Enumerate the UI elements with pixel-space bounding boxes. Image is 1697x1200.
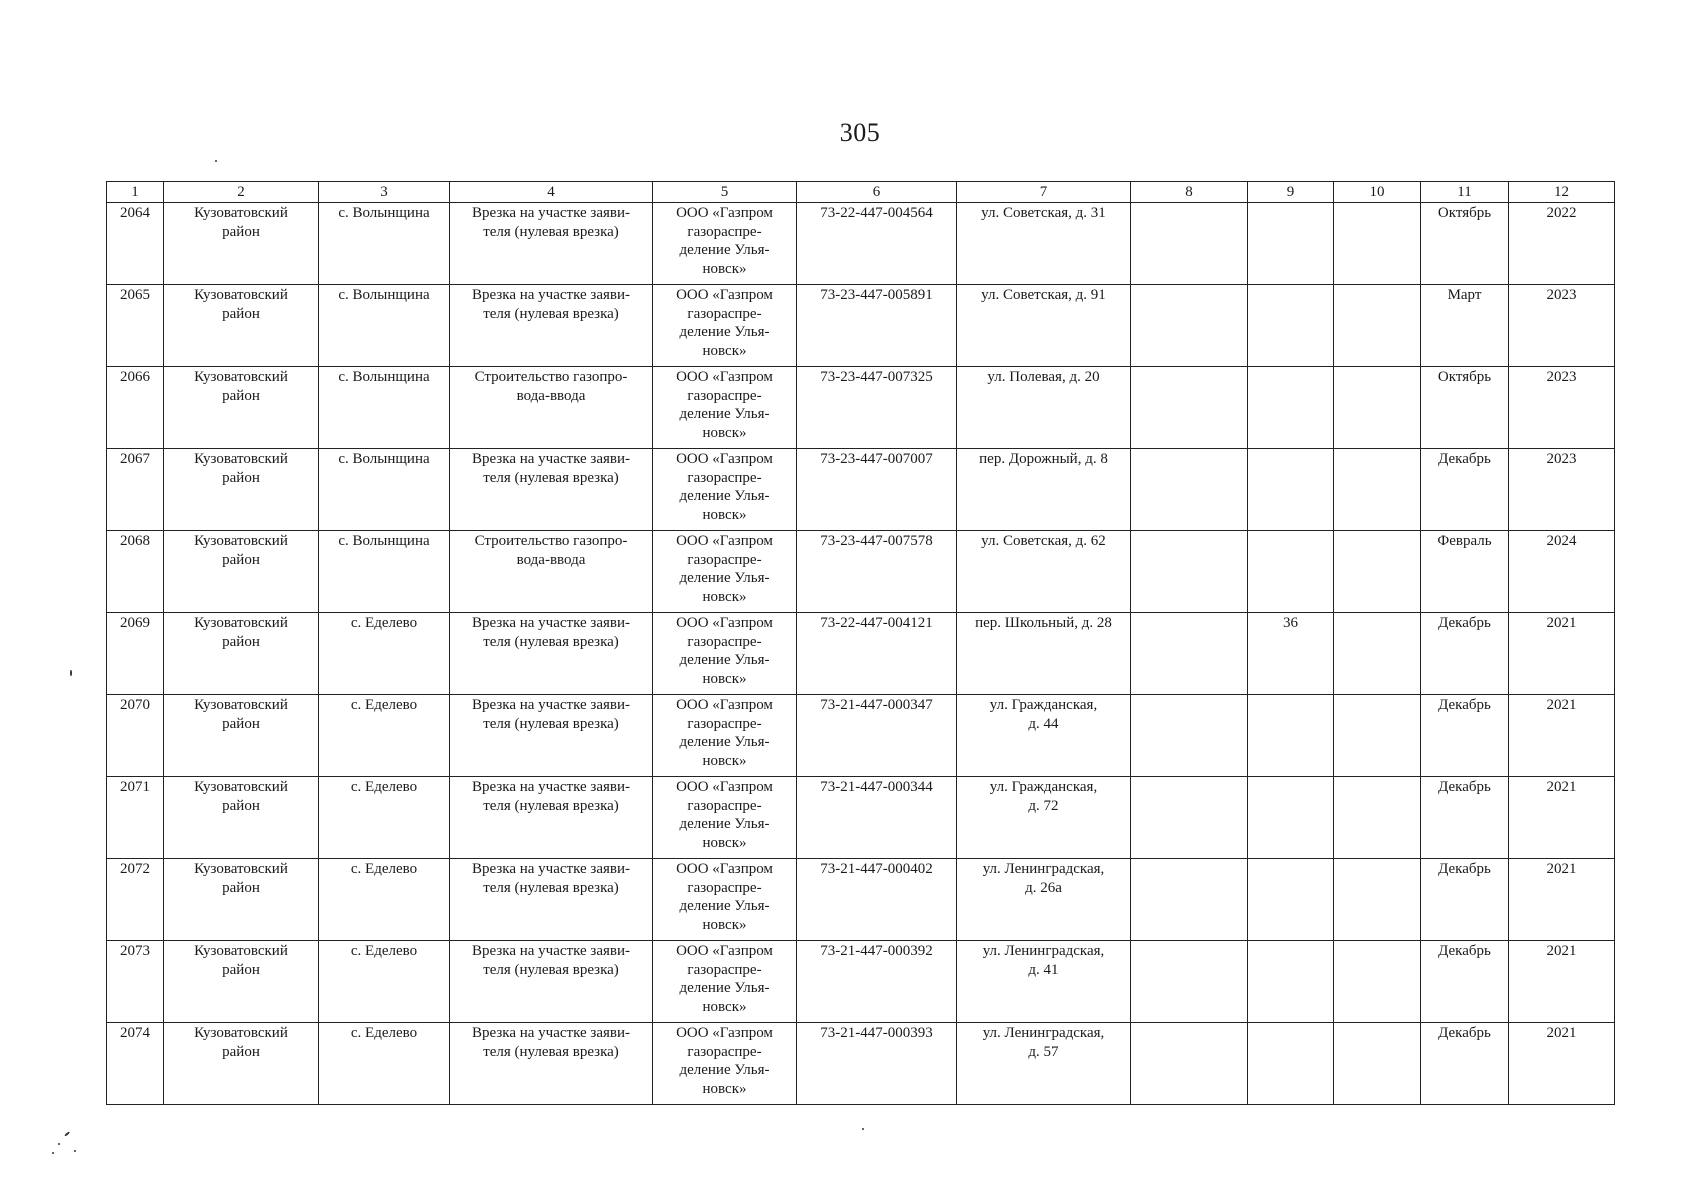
- address-cell: ул. Советская, д. 62: [957, 531, 1131, 613]
- district-cell: Кузоватовский район: [164, 613, 319, 695]
- column-10-cell: [1334, 367, 1421, 449]
- table-row: [107, 941, 1615, 1023]
- year-cell: 2021: [1509, 1023, 1615, 1105]
- organization-cell: ООО «Газпром газораспре- деление Улья- новск»: [653, 367, 797, 449]
- column-9-cell: [1248, 777, 1334, 859]
- district-cell: Кузоватовский район: [164, 941, 319, 1023]
- column-8-cell: [1131, 449, 1248, 531]
- organization-cell: ООО «Газпром газораспре- деление Улья- новск»: [653, 1023, 797, 1105]
- address-cell: ул. Гражданская, д. 44: [957, 695, 1131, 777]
- column-header: 7: [957, 182, 1131, 203]
- header-row: [107, 182, 1615, 203]
- column-10-cell: [1334, 285, 1421, 367]
- organization-cell: ООО «Газпром газораспре- деление Улья- новск»: [653, 777, 797, 859]
- year-cell: 2021: [1509, 613, 1615, 695]
- request-number-cell: 73-23-447-007578: [797, 531, 957, 613]
- work-type-cell: Врезка на участке заяви- теля (нулевая врезка): [450, 449, 653, 531]
- column-8-cell: [1131, 531, 1248, 613]
- organization-cell: ООО «Газпром газораспре- деление Улья- новск»: [653, 531, 797, 613]
- year-cell: 2021: [1509, 941, 1615, 1023]
- address-cell: ул. Советская, д. 31: [957, 203, 1131, 285]
- row-number-cell: 2070: [107, 695, 164, 777]
- organization-cell: ООО «Газпром газораспре- деление Улья- новск»: [653, 285, 797, 367]
- column-10-cell: [1334, 449, 1421, 531]
- column-9-cell: [1248, 941, 1334, 1023]
- row-number-cell: 2064: [107, 203, 164, 285]
- request-number-cell: 73-22-447-004121: [797, 613, 957, 695]
- column-header: 6: [797, 182, 957, 203]
- column-header: 12: [1509, 182, 1615, 203]
- address-cell: ул. Ленинградская, д. 41: [957, 941, 1131, 1023]
- column-9-cell: [1248, 695, 1334, 777]
- address-cell: ул. Советская, д. 91: [957, 285, 1131, 367]
- work-type-cell: Строительство газопро- вода-ввода: [450, 367, 653, 449]
- district-cell: Кузоватовский район: [164, 695, 319, 777]
- organization-cell: ООО «Газпром газораспре- деление Улья- новск»: [653, 613, 797, 695]
- work-type-cell: Врезка на участке заяви- теля (нулевая врезка): [450, 1023, 653, 1105]
- month-cell: Декабрь: [1421, 695, 1509, 777]
- settlement-cell: с. Еделево: [319, 613, 450, 695]
- year-cell: 2023: [1509, 449, 1615, 531]
- year-cell: 2021: [1509, 777, 1615, 859]
- year-cell: 2023: [1509, 367, 1615, 449]
- column-9-cell: 36: [1248, 613, 1334, 695]
- organization-cell: ООО «Газпром газораспре- деление Улья- новск»: [653, 449, 797, 531]
- request-number-cell: 73-21-447-000344: [797, 777, 957, 859]
- year-cell: 2022: [1509, 203, 1615, 285]
- scan-speck: [215, 160, 217, 162]
- month-cell: Октябрь: [1421, 367, 1509, 449]
- column-9-cell: [1248, 367, 1334, 449]
- table-row: [107, 531, 1615, 613]
- table-row: [107, 695, 1615, 777]
- year-cell: 2024: [1509, 531, 1615, 613]
- address-cell: ул. Ленинградская, д. 26а: [957, 859, 1131, 941]
- table-row: [107, 367, 1615, 449]
- column-8-cell: [1131, 777, 1248, 859]
- year-cell: 2023: [1509, 285, 1615, 367]
- request-number-cell: 73-21-447-000392: [797, 941, 957, 1023]
- month-cell: Декабрь: [1421, 941, 1509, 1023]
- column-8-cell: [1131, 1023, 1248, 1105]
- organization-cell: ООО «Газпром газораспре- деление Улья- новск»: [653, 695, 797, 777]
- column-10-cell: [1334, 859, 1421, 941]
- district-cell: Кузоватовский район: [164, 367, 319, 449]
- work-type-cell: Врезка на участке заяви- теля (нулевая врезка): [450, 777, 653, 859]
- column-10-cell: [1334, 203, 1421, 285]
- column-8-cell: [1131, 613, 1248, 695]
- work-type-cell: Строительство газопро- вода-ввода: [450, 531, 653, 613]
- column-9-cell: [1248, 285, 1334, 367]
- column-8-cell: [1131, 695, 1248, 777]
- row-number-cell: 2068: [107, 531, 164, 613]
- work-type-cell: Врезка на участке заяви- теля (нулевая врезка): [450, 203, 653, 285]
- organization-cell: ООО «Газпром газораспре- деление Улья- новск»: [653, 859, 797, 941]
- address-cell: пер. Дорожный, д. 8: [957, 449, 1131, 531]
- scan-speck: [862, 1128, 864, 1130]
- month-cell: Март: [1421, 285, 1509, 367]
- district-cell: Кузоватовский район: [164, 777, 319, 859]
- column-header: 3: [319, 182, 450, 203]
- settlement-cell: с. Еделево: [319, 695, 450, 777]
- column-10-cell: [1334, 1023, 1421, 1105]
- month-cell: Февраль: [1421, 531, 1509, 613]
- scan-speck: [74, 1150, 76, 1152]
- page-number: 305: [839, 118, 881, 147]
- settlement-cell: с. Еделево: [319, 941, 450, 1023]
- row-number-cell: 2067: [107, 449, 164, 531]
- settlement-cell: с. Еделево: [319, 777, 450, 859]
- request-number-cell: 73-23-447-007325: [797, 367, 957, 449]
- column-8-cell: [1131, 285, 1248, 367]
- work-type-cell: Врезка на участке заяви- теля (нулевая врезка): [450, 859, 653, 941]
- column-10-cell: [1334, 695, 1421, 777]
- column-header: 9: [1248, 182, 1334, 203]
- settlement-cell: с. Еделево: [319, 1023, 450, 1105]
- registry-table: [106, 181, 1615, 1105]
- district-cell: Кузоватовский район: [164, 203, 319, 285]
- row-number-cell: 2069: [107, 613, 164, 695]
- column-header: 2: [164, 182, 319, 203]
- work-type-cell: Врезка на участке заяви- теля (нулевая врезка): [450, 695, 653, 777]
- district-cell: Кузоватовский район: [164, 285, 319, 367]
- column-header: 4: [450, 182, 653, 203]
- table-row: [107, 777, 1615, 859]
- column-8-cell: [1131, 203, 1248, 285]
- row-number-cell: 2071: [107, 777, 164, 859]
- table-row: [107, 285, 1615, 367]
- district-cell: Кузоватовский район: [164, 449, 319, 531]
- column-10-cell: [1334, 613, 1421, 695]
- work-type-cell: Врезка на участке заяви- теля (нулевая врезка): [450, 941, 653, 1023]
- column-8-cell: [1131, 859, 1248, 941]
- request-number-cell: 73-21-447-000393: [797, 1023, 957, 1105]
- work-type-cell: Врезка на участке заяви- теля (нулевая врезка): [450, 285, 653, 367]
- column-header: 8: [1131, 182, 1248, 203]
- table-body: [107, 203, 1615, 1105]
- column-8-cell: [1131, 941, 1248, 1023]
- column-header: 10: [1334, 182, 1421, 203]
- settlement-cell: с. Волынщина: [319, 285, 450, 367]
- settlement-cell: с. Волынщина: [319, 449, 450, 531]
- month-cell: Октябрь: [1421, 203, 1509, 285]
- column-9-cell: [1248, 203, 1334, 285]
- district-cell: Кузоватовский район: [164, 531, 319, 613]
- request-number-cell: 73-21-447-000347: [797, 695, 957, 777]
- table-row: [107, 613, 1615, 695]
- row-number-cell: 2066: [107, 367, 164, 449]
- table-row: [107, 1023, 1615, 1105]
- column-header: 11: [1421, 182, 1509, 203]
- organization-cell: ООО «Газпром газораспре- деление Улья- новск»: [653, 941, 797, 1023]
- month-cell: Декабрь: [1421, 777, 1509, 859]
- year-cell: 2021: [1509, 695, 1615, 777]
- table-row: [107, 449, 1615, 531]
- scan-speck: [70, 670, 72, 676]
- address-cell: ул. Полевая, д. 20: [957, 367, 1131, 449]
- row-number-cell: 2065: [107, 285, 164, 367]
- address-cell: пер. Школьный, д. 28: [957, 613, 1131, 695]
- column-10-cell: [1334, 777, 1421, 859]
- settlement-cell: с. Еделево: [319, 859, 450, 941]
- column-9-cell: [1248, 531, 1334, 613]
- row-number-cell: 2072: [107, 859, 164, 941]
- address-cell: ул. Ленинградская, д. 57: [957, 1023, 1131, 1105]
- settlement-cell: с. Волынщина: [319, 367, 450, 449]
- column-10-cell: [1334, 941, 1421, 1023]
- request-number-cell: 73-23-447-005891: [797, 285, 957, 367]
- request-number-cell: 73-23-447-007007: [797, 449, 957, 531]
- scan-speck: [52, 1152, 54, 1154]
- district-cell: Кузоватовский район: [164, 859, 319, 941]
- request-number-cell: 73-21-447-000402: [797, 859, 957, 941]
- table-row: [107, 859, 1615, 941]
- request-number-cell: 73-22-447-004564: [797, 203, 957, 285]
- scan-speck: [64, 1131, 70, 1136]
- row-number-cell: 2074: [107, 1023, 164, 1105]
- settlement-cell: с. Волынщина: [319, 203, 450, 285]
- month-cell: Декабрь: [1421, 859, 1509, 941]
- scan-speck: [58, 1143, 60, 1145]
- month-cell: Декабрь: [1421, 1023, 1509, 1105]
- settlement-cell: с. Волынщина: [319, 531, 450, 613]
- work-type-cell: Врезка на участке заяви- теля (нулевая врезка): [450, 613, 653, 695]
- year-cell: 2021: [1509, 859, 1615, 941]
- column-9-cell: [1248, 449, 1334, 531]
- table-row: [107, 203, 1615, 285]
- month-cell: Декабрь: [1421, 449, 1509, 531]
- column-8-cell: [1131, 367, 1248, 449]
- row-number-cell: 2073: [107, 941, 164, 1023]
- organization-cell: ООО «Газпром газораспре- деление Улья- новск»: [653, 203, 797, 285]
- column-9-cell: [1248, 859, 1334, 941]
- column-header: 1: [107, 182, 164, 203]
- column-9-cell: [1248, 1023, 1334, 1105]
- address-cell: ул. Гражданская, д. 72: [957, 777, 1131, 859]
- column-header: 5: [653, 182, 797, 203]
- column-10-cell: [1334, 531, 1421, 613]
- month-cell: Декабрь: [1421, 613, 1509, 695]
- district-cell: Кузоватовский район: [164, 1023, 319, 1105]
